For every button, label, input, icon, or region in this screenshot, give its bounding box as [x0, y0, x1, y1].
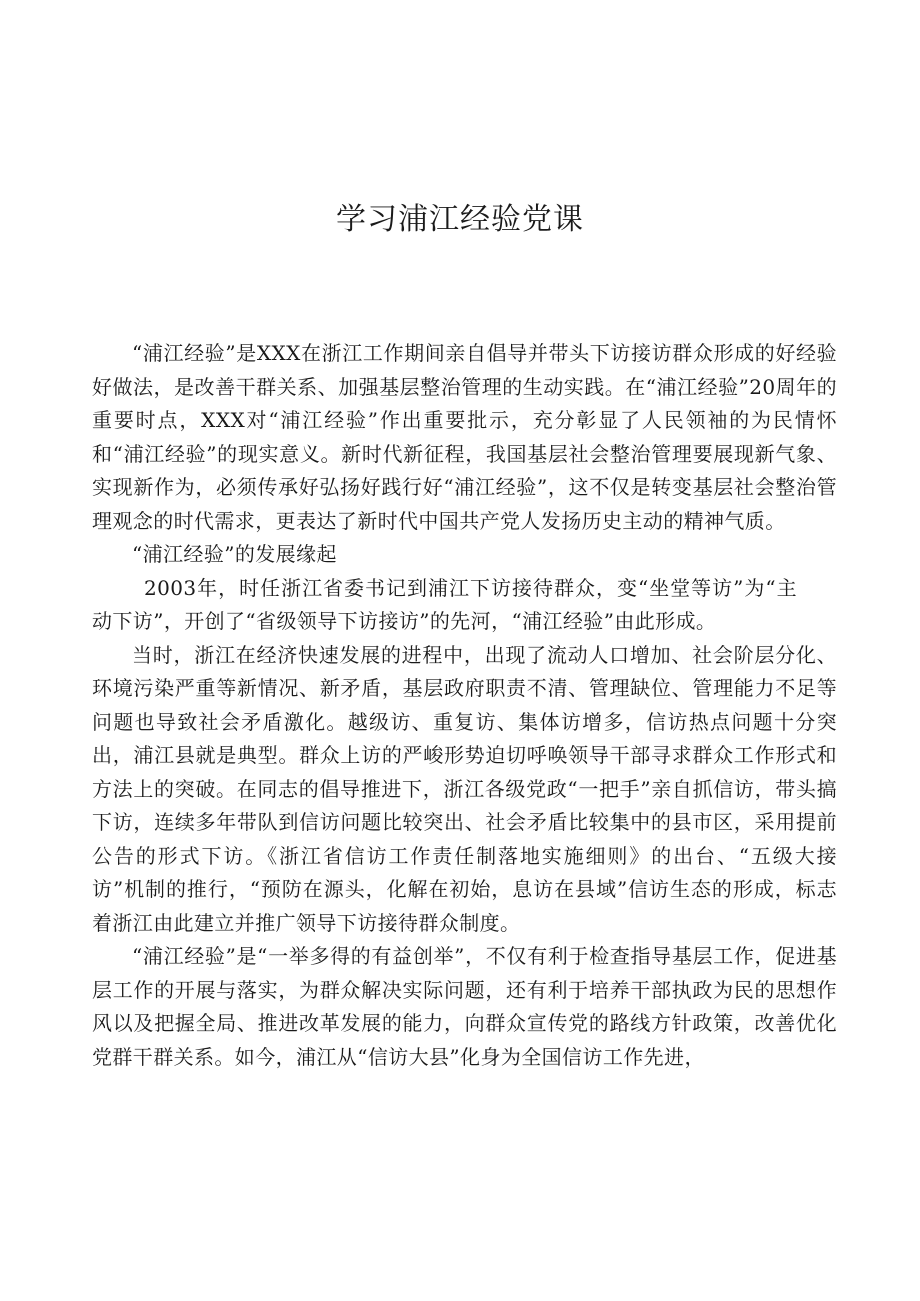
- paragraph-intro: “浦江经验”是XXX在浙江工作期间亲自倡导并带头下访接访群众形成的好经验好做法，是改善干群关系、加强基层整治管理的生动实践。在“浦江经验”20周年的重要时点，XXX对“浦江经验”作出重要批示，充分彰显了人民领袖的为民情怀和“浦江经验”的现实意义。新时代新征程，我国基层社会整治管理要展现新气象、实现新作为，必须传承好弘扬好践行好“浦江经验”，这不仅是转变基层社会整治管理观念的时代需求，更表达了新时代中国共产党人发扬历史主动的精神气质。: [92, 341, 837, 533]
- paragraph-background: 当时，浙江在经济快速发展的进程中，出现了流动人口增加、社会阶层分化、环境污染严重等新情况、新矛盾，基层政府职责不清、管理缺位、管理能力不足等问题也导致社会矛盾激化。越级访、重复访、集体访增多，信访热点问题十分突出，浦江县就是典型。群众上访的严峻形势迫切呼唤领导干部寻求群众工作形式和方法上的突破。在同志的倡导推进下，浙江各级党政“一把手”亲自抓信访，带头搞下访，连续多年带队到信访问题比较突出、社会矛盾比较集中的县市区，采用提前公告的形式下访。《浙江省信访工作责任制落地实施细则》的出台、“五级大接访”机制的推行，“预防在源头，化解在初始，息访在县域”信访生态的形成，标志着浙江由此建立并推广领导下访接待群众制度。: [92, 642, 837, 935]
- document-title: 学习浦江经验党课: [336, 202, 584, 237]
- paragraph-significance: “浦江经验”是“一举多得的有益创举”，不仅有利于检查指导基层工作，促进基层工作的开展与落实，为群众解决实际问题，还有利于培养干部执政为民的思想作风以及把握全局、推进改革发展的能力，向群众宣传党的路线方针政策，改善优化党群干群关系。如今，浦江从“信访大县”化身为全国信访工作先进，: [92, 944, 837, 1069]
- section-heading: “浦江经验”的发展缘起: [132, 542, 337, 566]
- document-body: [92, 337, 837, 1074]
- paragraph-origin: 2003年，时任浙江省委书记到浦江下访接待群众，变“坐堂等访”为“主动下访”，开创了“省级领导下访接访”的先河，“浦江经验”由此形成。: [92, 575, 797, 633]
